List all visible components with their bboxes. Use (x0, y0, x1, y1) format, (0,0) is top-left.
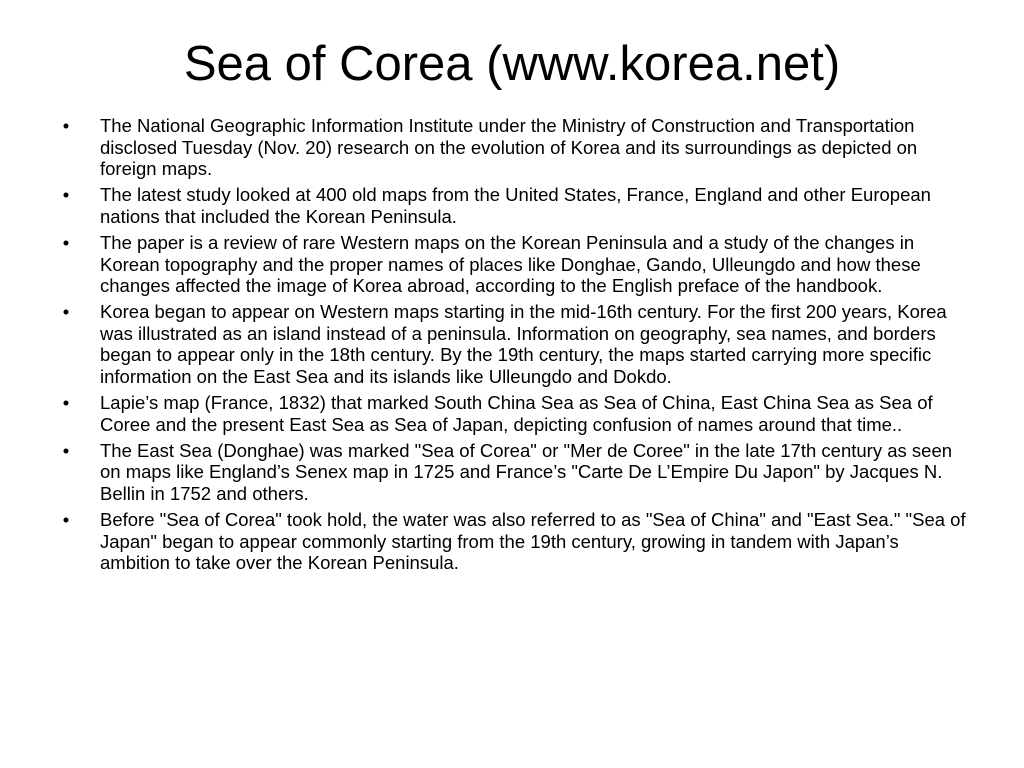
bullet-list (62, 115, 970, 578)
bullet-marker: • (62, 301, 70, 323)
bullet-item (62, 509, 970, 574)
bullet-item (62, 392, 970, 435)
bullet-item (62, 439, 970, 505)
bullet-text: The paper is a review of rare Western maps on the Korean Peninsula and a study of the changes in Korean topography and the proper names of places like Donghae, Gando, Ulleungdo and how these changes affected the image of Korea abroad, according to the English preface of the handbook. (100, 231, 921, 297)
bullet-text: Lapie’s map (France, 1832) that marked South China Sea as Sea of China, East China Sea as Sea of Coree and the present East Sea as Sea of Japan, depicting confusion of names around that time.. (100, 392, 933, 435)
slide-title: Sea of Corea (www.korea.net) (183, 37, 841, 91)
bullet-text: Korea began to appear on Western maps starting in the mid-16th century. For the first 200 years, Korea was illustrated as an island instead of a peninsula. Information on geography, sea names, and borders began to appear only in the 18th century. By the 19th century, the maps started carrying more specific information on the East Sea and its islands like Ulleungdo and Dokdo. (100, 301, 947, 388)
bullet-text: The National Geographic Information Institute under the Ministry of Construction and Transportation disclosed Tuesday (Nov. 20) research on the evolution of Korea and its surroundings as depicted on foreign maps. (100, 115, 918, 180)
bullet-marker: • (62, 392, 70, 414)
bullet-item (62, 115, 970, 180)
bullet-marker: • (62, 115, 70, 136)
bullet-marker: • (62, 439, 70, 461)
bullet-marker: • (62, 231, 70, 253)
bullet-marker: • (62, 509, 70, 531)
bullet-text: The latest study looked at 400 old maps from the United States, France, England and other European nations that included the Korean Peninsula. (100, 184, 931, 227)
bullet-marker: • (62, 184, 70, 206)
bullet-text: Before "Sea of Corea" took hold, the water was also referred to as "Sea of China" and "East Sea." "Sea of Japan" began to appear commonly starting from the 19th century, growing in tandem with Japan’s ambition to take over the Korean Peninsula. (100, 509, 966, 574)
bullet-item (62, 301, 970, 388)
bullet-item (62, 231, 970, 297)
bullet-item (62, 184, 970, 227)
bullet-text: The East Sea (Donghae) was marked "Sea of Corea" or "Mer de Coree" in the late 17th century as seen on maps like England’s Senex map in 1725 and France’s "Carte De L’Empire Du Japon" by Jacques N. Bellin in 1752 and others. (100, 439, 953, 504)
